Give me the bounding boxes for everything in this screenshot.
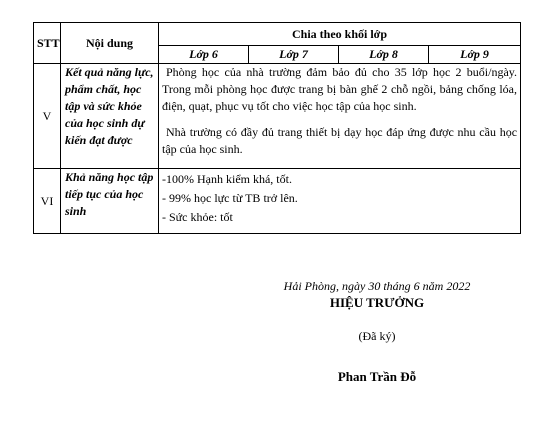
header-grade-7: Lớp 7 xyxy=(249,46,339,64)
row-number: V xyxy=(34,64,61,169)
detail-line: - Sức khỏe: tốt xyxy=(162,210,233,224)
report-table xyxy=(33,22,521,234)
header-grade-8: Lớp 8 xyxy=(339,46,429,64)
signature-name: Phan Trần Đỗ xyxy=(337,369,417,384)
header-stt: STT xyxy=(34,23,61,64)
signature-date: Hải Phòng, ngày 30 tháng 6 năm 2022 xyxy=(283,279,471,293)
row-detail-cell xyxy=(159,169,521,234)
signature-signed-note: (Đã ký) xyxy=(358,329,396,343)
signature-title: HIỆU TRƯỞNG xyxy=(329,295,425,310)
header-grade-9: Lớp 9 xyxy=(429,46,521,64)
table-row-vi xyxy=(34,169,521,234)
detail-paragraph: Phòng học của nhà trường đảm bảo đủ cho 35 lớp học 2 buổi/ngày. Trong mỗi phòng học được trang bị bàn ghế 2 chỗ ngồi, bảng chống lóa, điện, quạt, phục vụ tốt cho việc học tập của học sinh. xyxy=(162,65,518,113)
row-content-label: Khả năng học tập tiếp tục của học sinh xyxy=(61,169,159,234)
detail-paragraph: Nhà trường có đầy đủ trang thiết bị dạy học đáp ứng được nhu cầu học tập của học sinh. xyxy=(162,125,518,156)
header-grade-6: Lớp 6 xyxy=(159,46,249,64)
row-content-label: Kết quả năng lực, phẩm chất, học tập và sức khỏe của học sinh dự kiến đạt được xyxy=(61,64,159,169)
detail-line: -100% Hạnh kiểm khá, tốt. xyxy=(162,172,292,186)
detail-line: - 99% học lực từ TB trở lên. xyxy=(162,191,298,205)
header-grade-group: Chia theo khối lớp xyxy=(159,23,521,46)
row-detail-cell xyxy=(159,64,521,169)
header-content: Nội dung xyxy=(61,23,159,64)
signature-block xyxy=(282,279,472,385)
row-number: VI xyxy=(34,169,61,234)
table-row-v xyxy=(34,64,521,169)
